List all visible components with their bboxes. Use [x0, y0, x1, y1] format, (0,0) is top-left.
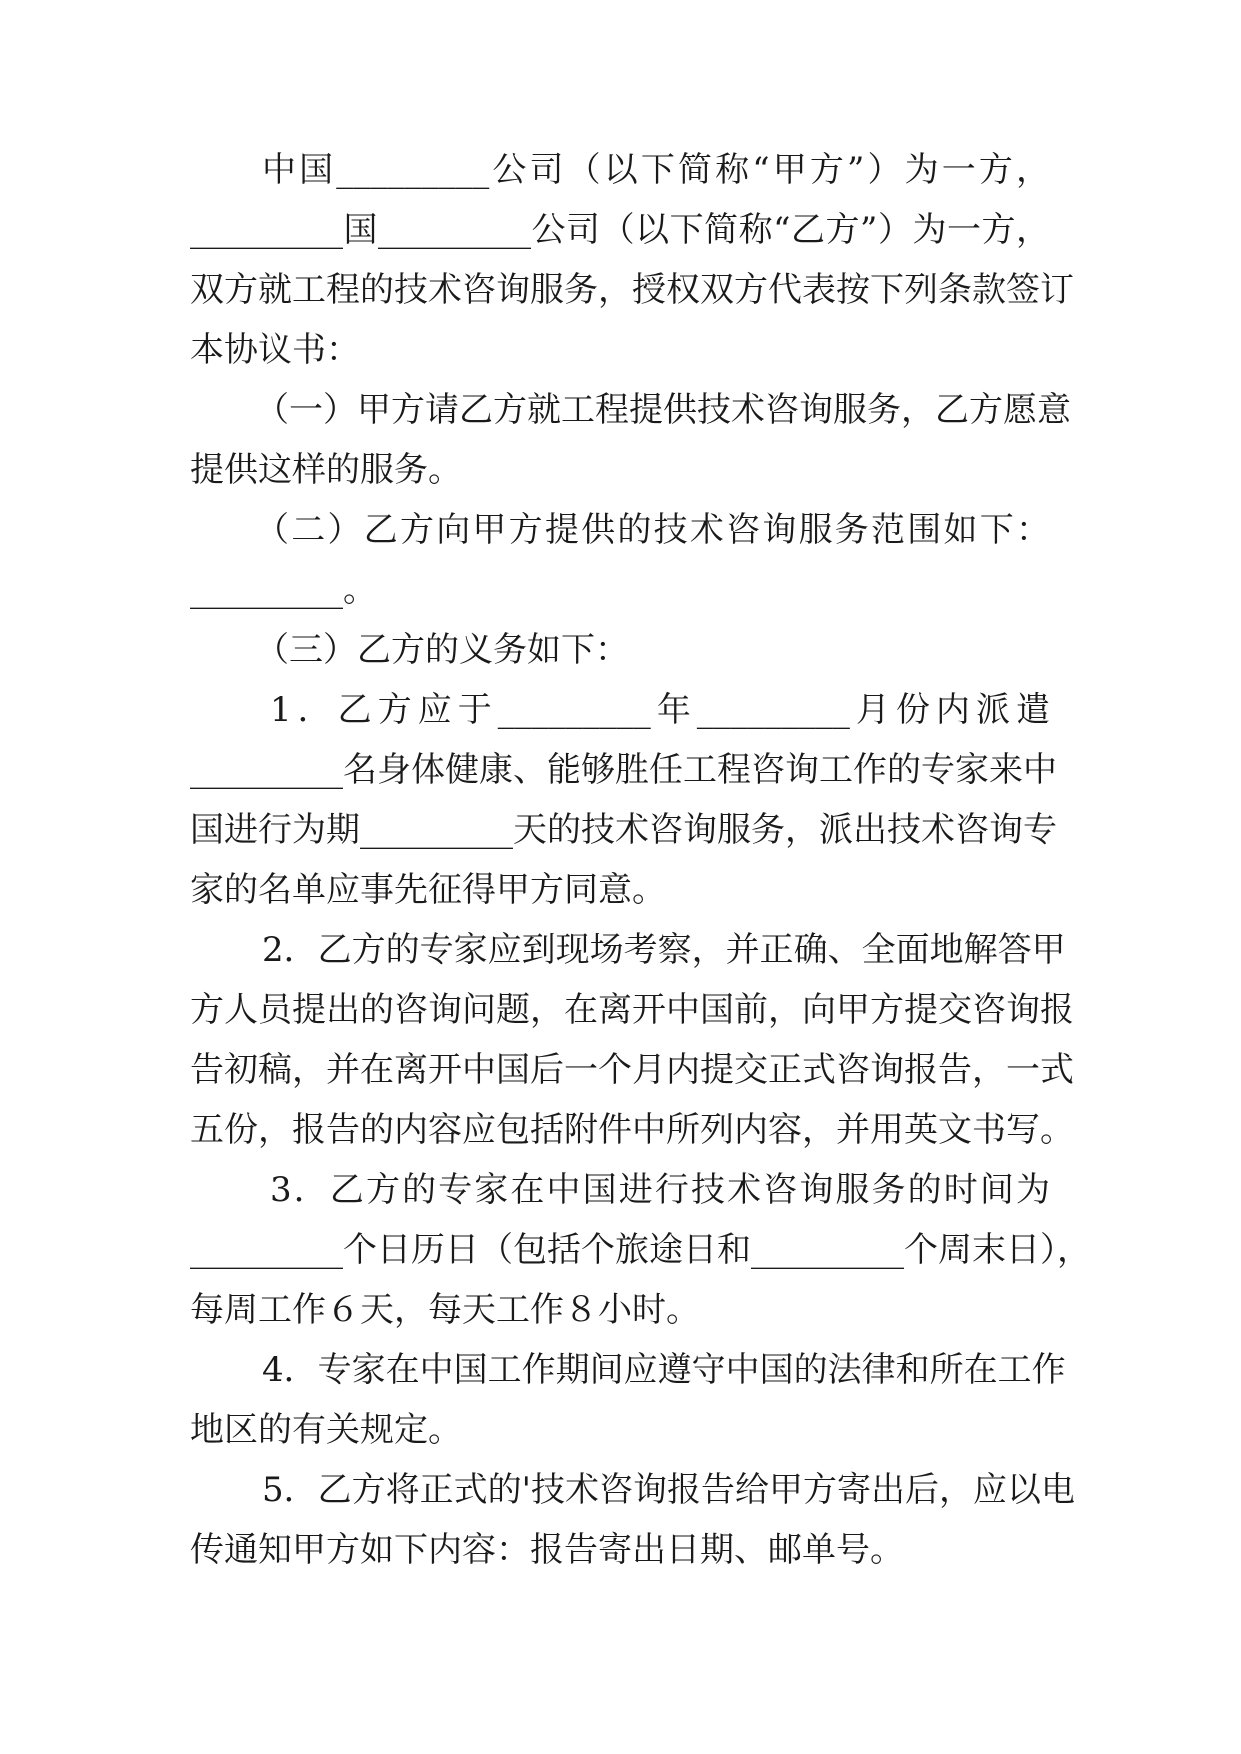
- item-4-line: 4．专家在中国工作期间应遵守中国的法律和所在工作: [262, 1350, 1066, 1390]
- intro-purpose-line: 双方就工程的技术咨询服务，授权双方代表按下列条款签订: [190, 270, 1074, 310]
- item-3-line: _________个日历日（包括个旅途日和_________个周末日），: [190, 1230, 1091, 1270]
- item-2-line: 告初稿，并在离开中国后一个月内提交正式咨询报告，一式: [190, 1050, 1074, 1090]
- item-3-line: 3．乙方的专家在中国进行技术咨询服务的时间为: [270, 1170, 1050, 1210]
- intro-party-b-line: _________国_________公司（以下简称“乙方”）为一方，: [190, 210, 1050, 250]
- item-5-line: 5．乙方将正式的'技术咨询报告给甲方寄出后，应以电: [262, 1470, 1075, 1510]
- item-2-line-end: 五份，报告的内容应包括附件中所列内容，并用英文书写。: [190, 1110, 1074, 1150]
- item-1-line: _________名身体健康、能够胜任工程咨询工作的专家来中: [190, 750, 1057, 790]
- item-3-line-end: 每周工作６天，每天工作８小时。: [190, 1290, 700, 1330]
- clause-1-line: （一）甲方请乙方就工程提供技术咨询服务，乙方愿意: [255, 390, 1071, 430]
- clause-2-line: （二）乙方向甲方提供的技术咨询服务范围如下：: [255, 510, 1050, 550]
- item-1-line: 1．乙方应于_________年_________月份内派遣: [270, 690, 1050, 730]
- clause-1-line-end: 提供这样的服务。: [190, 450, 462, 490]
- item-2-line: 方人员提出的咨询问题，在离开中国前，向甲方提交咨询报: [190, 990, 1074, 1030]
- intro-purpose-line-end: 本协议书：: [190, 330, 360, 370]
- item-1-line: 国进行为期_________天的技术咨询服务，派出技术咨询专: [190, 810, 1057, 850]
- item-2-line: 2．乙方的专家应到现场考察，并正确、全面地解答甲: [262, 930, 1066, 970]
- item-1-line-end: 家的名单应事先征得甲方同意。: [190, 870, 666, 910]
- clause-3-heading: （三）乙方的义务如下：: [255, 630, 629, 670]
- intro-party-a-line: 中国_________公司（以下简称“甲方”）为一方，: [262, 150, 1050, 190]
- clause-2-line-end: _________。: [190, 570, 377, 610]
- item-5-line-end: 传通知甲方如下内容：报告寄出日期、邮单号。: [190, 1530, 904, 1570]
- item-4-line-end: 地区的有关规定。: [190, 1410, 462, 1450]
